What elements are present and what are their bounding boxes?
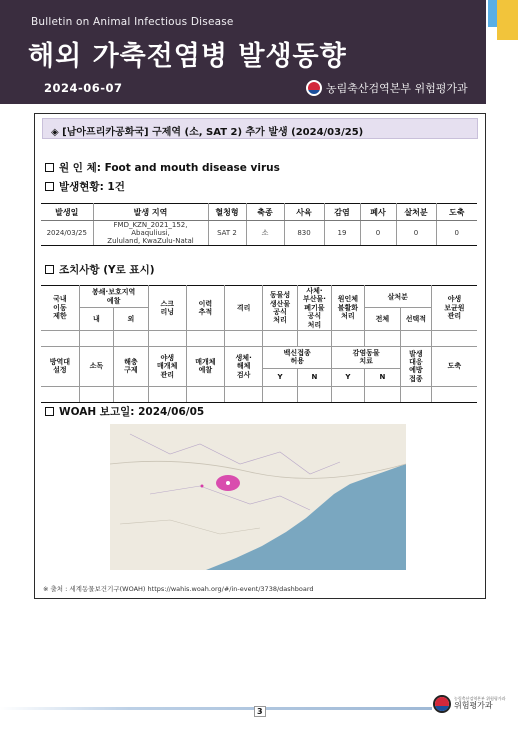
checkbox-icon: [45, 407, 54, 416]
header-banner: [0, 0, 486, 104]
col-species: 축종: [246, 204, 284, 221]
outbreak-header-row: [41, 204, 477, 221]
measures-header-row-3: [41, 346, 477, 368]
cell-preventive-vaccination: 발생 대응 예방 접종: [401, 346, 432, 386]
cell-isolation: 격리: [225, 286, 263, 331]
cell-wildlife: 야생 보균원 관리: [431, 286, 477, 331]
cell-product-disposal: 동물성 생산물 공식 처리: [263, 286, 297, 331]
bulletin-subtitle: Bulletin on Animal Infectious Disease: [31, 16, 234, 28]
col-culled: 살처분: [396, 204, 436, 221]
cell-vector: 해충 구제: [114, 346, 148, 386]
measures-table: [41, 285, 477, 403]
cell-inspection: 생체· 해체 검사: [225, 346, 263, 386]
cell-infected: 19: [324, 221, 360, 246]
cell-culled: 0: [396, 221, 436, 246]
cell-slaughtered: 0: [436, 221, 477, 246]
status-line: [45, 179, 125, 194]
page-title: 해외 가축전염병 발생동향: [28, 41, 347, 72]
issue-date: 2024-06-07: [44, 81, 123, 95]
cell-zone-in: 내: [79, 308, 113, 330]
cell-slaughter: 도축: [431, 346, 477, 386]
col-region: 발생 지역: [93, 204, 208, 221]
section-title: ◈ [남아프리카공화국] 구제역 (소, SAT 2) 추가 발생 (2024/03/25): [42, 118, 478, 139]
cell-treatment: 감염동물 치료: [332, 346, 401, 368]
col-slaughtered: 도축: [436, 204, 477, 221]
cell-vaccination: 백신접종 허용: [263, 346, 332, 368]
cell-culling: 살처분: [364, 286, 431, 308]
cell-screening: 스크 리닝: [148, 286, 186, 331]
pathogen-label: 원 인 체: Foot and mouth disease virus: [59, 162, 280, 174]
cell-carcass-disposal: 사체· 부산물· 폐기물 공식 처리: [297, 286, 331, 331]
col-reared: 사육: [284, 204, 324, 221]
cell-dead: 0: [360, 221, 396, 246]
page-number: 3: [254, 706, 266, 717]
cell-reared: 830: [284, 221, 324, 246]
checkbox-icon: [45, 163, 54, 172]
table-row: [41, 221, 477, 246]
measures-blank-row-2: [41, 386, 477, 402]
status-label: 발생현황: 1건: [59, 181, 125, 193]
cell-inactivation: 원인체 불활화 처리: [332, 286, 365, 331]
cell-quarantine: 방역대 설정: [41, 346, 79, 386]
region-line-2: Zululand, KwaZulu-Natal: [107, 237, 194, 246]
outbreak-marker-center: [226, 481, 230, 485]
measures-line: [45, 262, 155, 277]
checkbox-icon: [45, 182, 54, 191]
org-name: 농림축산검역본부 위험평가과: [326, 82, 468, 95]
col-dead: 폐사: [360, 204, 396, 221]
checkbox-icon: [45, 265, 54, 274]
cell-movement: 국내 이동 제한: [41, 286, 79, 331]
cell-cull-selective: 선택적: [401, 308, 432, 330]
cell-treat-n: N: [364, 368, 400, 386]
government-logo-icon: [433, 695, 451, 713]
cell-zone: 봉쇄·보호지역 예찰: [79, 286, 148, 308]
cell-region: [93, 221, 208, 246]
outbreak-map: [110, 424, 406, 570]
col-serotype: 혈청형: [208, 204, 246, 221]
measures-label: 조치사항 (Y로 표시): [59, 264, 155, 276]
cell-vac-y: Y: [263, 368, 297, 386]
col-date: 발생일: [41, 204, 93, 221]
woah-label: WOAH 보고일: 2024/06/05: [59, 406, 205, 418]
cell-disinfection: 소독: [79, 346, 113, 386]
minor-marker: [201, 485, 204, 488]
corner-tab-yellow: [497, 0, 518, 40]
outbreak-table: [41, 203, 477, 246]
footer-org-small: 농림축산검역본부 위험평가과: [454, 696, 506, 702]
cell-species: 소: [246, 221, 284, 246]
footer-logo: [433, 695, 506, 713]
footer-divider: [0, 707, 432, 710]
footer-org: [454, 696, 506, 712]
col-infected: 감염: [324, 204, 360, 221]
cell-zone-out: 외: [114, 308, 148, 330]
government-logo-icon: [306, 80, 322, 96]
map-svg: [110, 424, 406, 570]
woah-line: [45, 404, 204, 419]
cell-serotype: SAT 2: [208, 221, 246, 246]
cell-treat-y: Y: [332, 368, 365, 386]
footer-dept: 위험평가과: [454, 701, 493, 711]
cell-trace: 이력 추적: [186, 286, 224, 331]
cell-vac-n: N: [297, 368, 331, 386]
measures-blank-row-1: [41, 330, 477, 346]
cell-cull-all: 전체: [364, 308, 400, 330]
org-label: [306, 80, 468, 96]
cell-wild-vector: 야생 매개체 관리: [148, 346, 186, 386]
source-note: ※ 출처 : 세계동물보건기구(WOAH) https://wahis.woah.org/#/in-event/3738/dashboard: [43, 585, 314, 593]
cell-vector-survey: 매개체 예찰: [186, 346, 224, 386]
cell-date: 2024/03/25: [41, 221, 93, 246]
pathogen-line: [45, 160, 280, 175]
region-line-1: FMD_KZN_2021_152, Abaquliusi,: [113, 221, 188, 238]
measures-header-row-1: [41, 286, 477, 308]
